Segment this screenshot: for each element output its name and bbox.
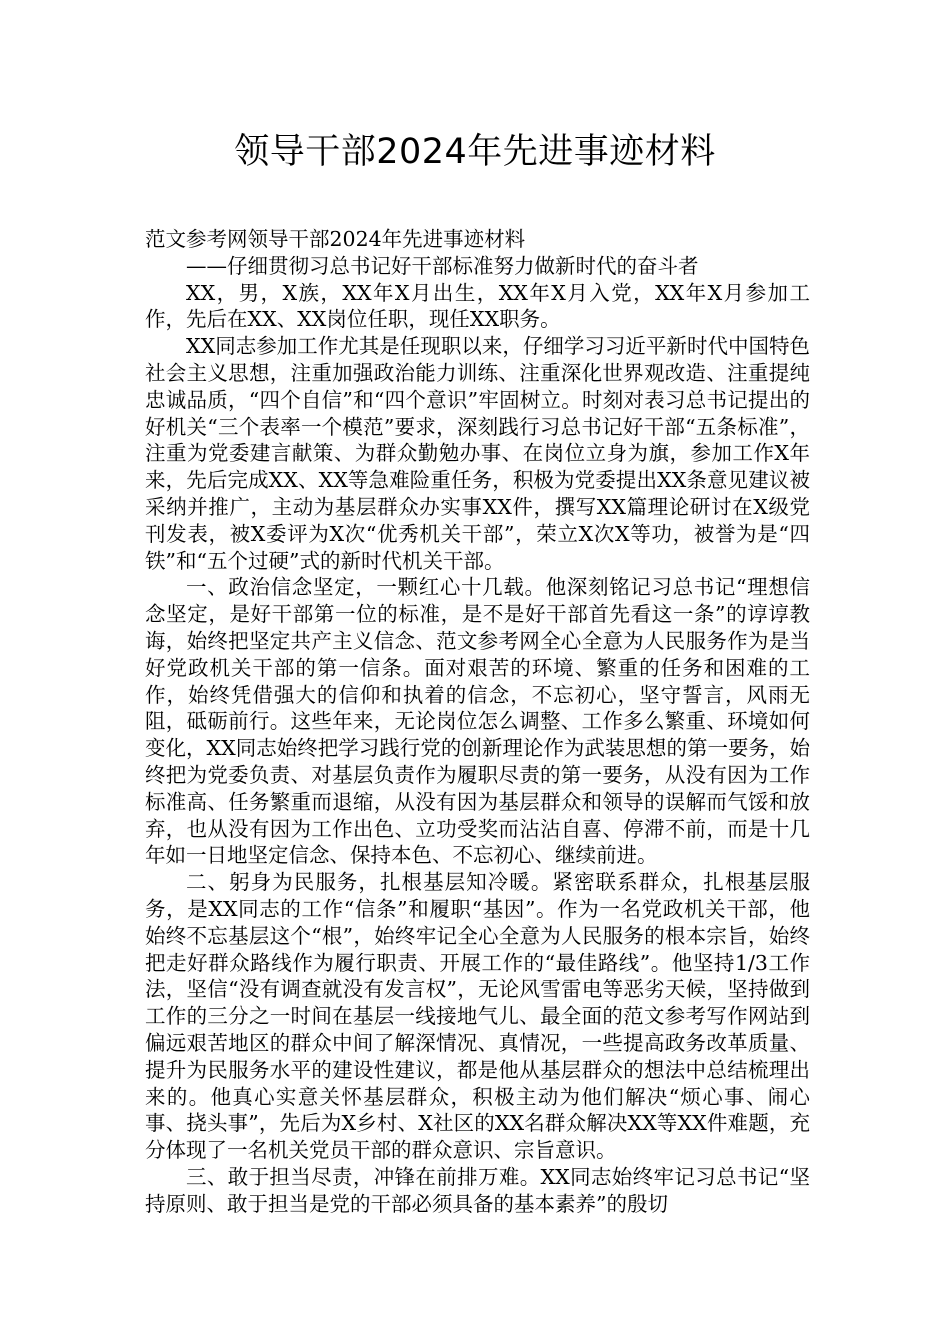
paragraph: 二、躬身为民服务，扎根基层知冷暖。紧密联系群众，扎根基层服务，是XX同志的工作“信条”和履职“基因”。作为一名党政机关干部，他始终不忘基层这个“根”，始终牢记全心全意为人民服务的根本宗旨，始终把走好群众路线作为履行职责、开展工作的“最佳路线”。他坚持1/3工作法，坚信“没有调查就没有发言权”，无论风雪雷电等恶劣天候，坚持做到工作的三分之一时间在基层一线接地气儿、最全面的范文参考写作网站到偏远艰苦地区的群众中间了解深情况、真情况，一些提高政务改革质量、提升为民服务水平的建设性建议，都是他从基层群众的想法中总结梳理出来的。他真心实意关怀基层群众，积极主动为他们解决“烦心事、闹心事、挠头事”，先后为X乡村、X社区的XX名群众解决XX等XX件难题，充分体现了一名机关党员干部的群众意识、宗旨意识。 <box>145 870 810 1163</box>
paragraph: 一、政治信念坚定，一颗红心十几载。他深刻铭记习总书记“理想信念坚定，是好干部第一位的标准，是不是好干部首先看这一条”的谆谆教诲，始终把坚定共产主义信念、范文参考网全心全意为人民服务作为是当好党政机关干部的第一信条。面对艰苦的环境、繁重的任务和困难的工作，始终凭借强大的信仰和执着的信念，不忘初心，坚守誓言，风雨无阻，砥砺前行。这些年来，无论岗位怎么调整、工作多么繁重、环境如何变化，XX同志始终把学习践行党的创新理论作为武装思想的第一要务，始终把为党委负责、对基层负责作为履职尽责的第一要务，从没有因为工作标准高、任务繁重而退缩，从没有因为基层群众和领导的误解而气馁和放弃，也从没有因为工作出色、立功受奖而沾沾自喜、停滞不前，而是十几年如一日地坚定信念、保持本色、不忘初心、继续前进。 <box>145 575 810 868</box>
subtitle: ——仔细贯彻习总书记好干部标准努力做新时代的奋斗者 <box>186 253 699 278</box>
document-body <box>145 226 810 1217</box>
paragraph: XX，男，X族，XX年X月出生，XX年X月入党，XX年X月参加工作，先后在XX、XX岗位任职，现任XX职务。 <box>145 280 810 332</box>
source-line: 范文参考网领导干部2024年先进事迹材料 <box>145 227 526 251</box>
document-title: 领导干部2024年先进事迹材料 <box>234 132 716 172</box>
paragraph: 三、敢于担当尽责，冲锋在前排万难。XX同志始终牢记习总书记“坚持原则、敢于担当是党的干部必须具备的基本素养”的殷切 <box>145 1164 810 1216</box>
paragraph: XX同志参加工作尤其是任现职以来，仔细学习习近平新时代中国特色社会主义思想，注重加强政治能力训练、注重深化世界观改造、注重提纯忠诚品质，“四个自信”和“四个意识”牢固树立。时刻对表习总书记提出的好机关“三个表率一个模范”要求，深刻践行习总书记好干部“五条标准”，注重为党委建言献策、为群众勤勉办事、在岗位立身为旗，参加工作X年来，先后完成XX、XX等急难险重任务，积极为党委提出XX条意见建议被采纳并推广，主动为基层群众办实事XX件，撰写XX篇理论研讨在X级党刊发表，被X委评为X次“优秀机关干部”，荣立X次X等功，被誉为是“四铁”和“五个过硬”式的新时代机关干部。 <box>145 334 810 573</box>
